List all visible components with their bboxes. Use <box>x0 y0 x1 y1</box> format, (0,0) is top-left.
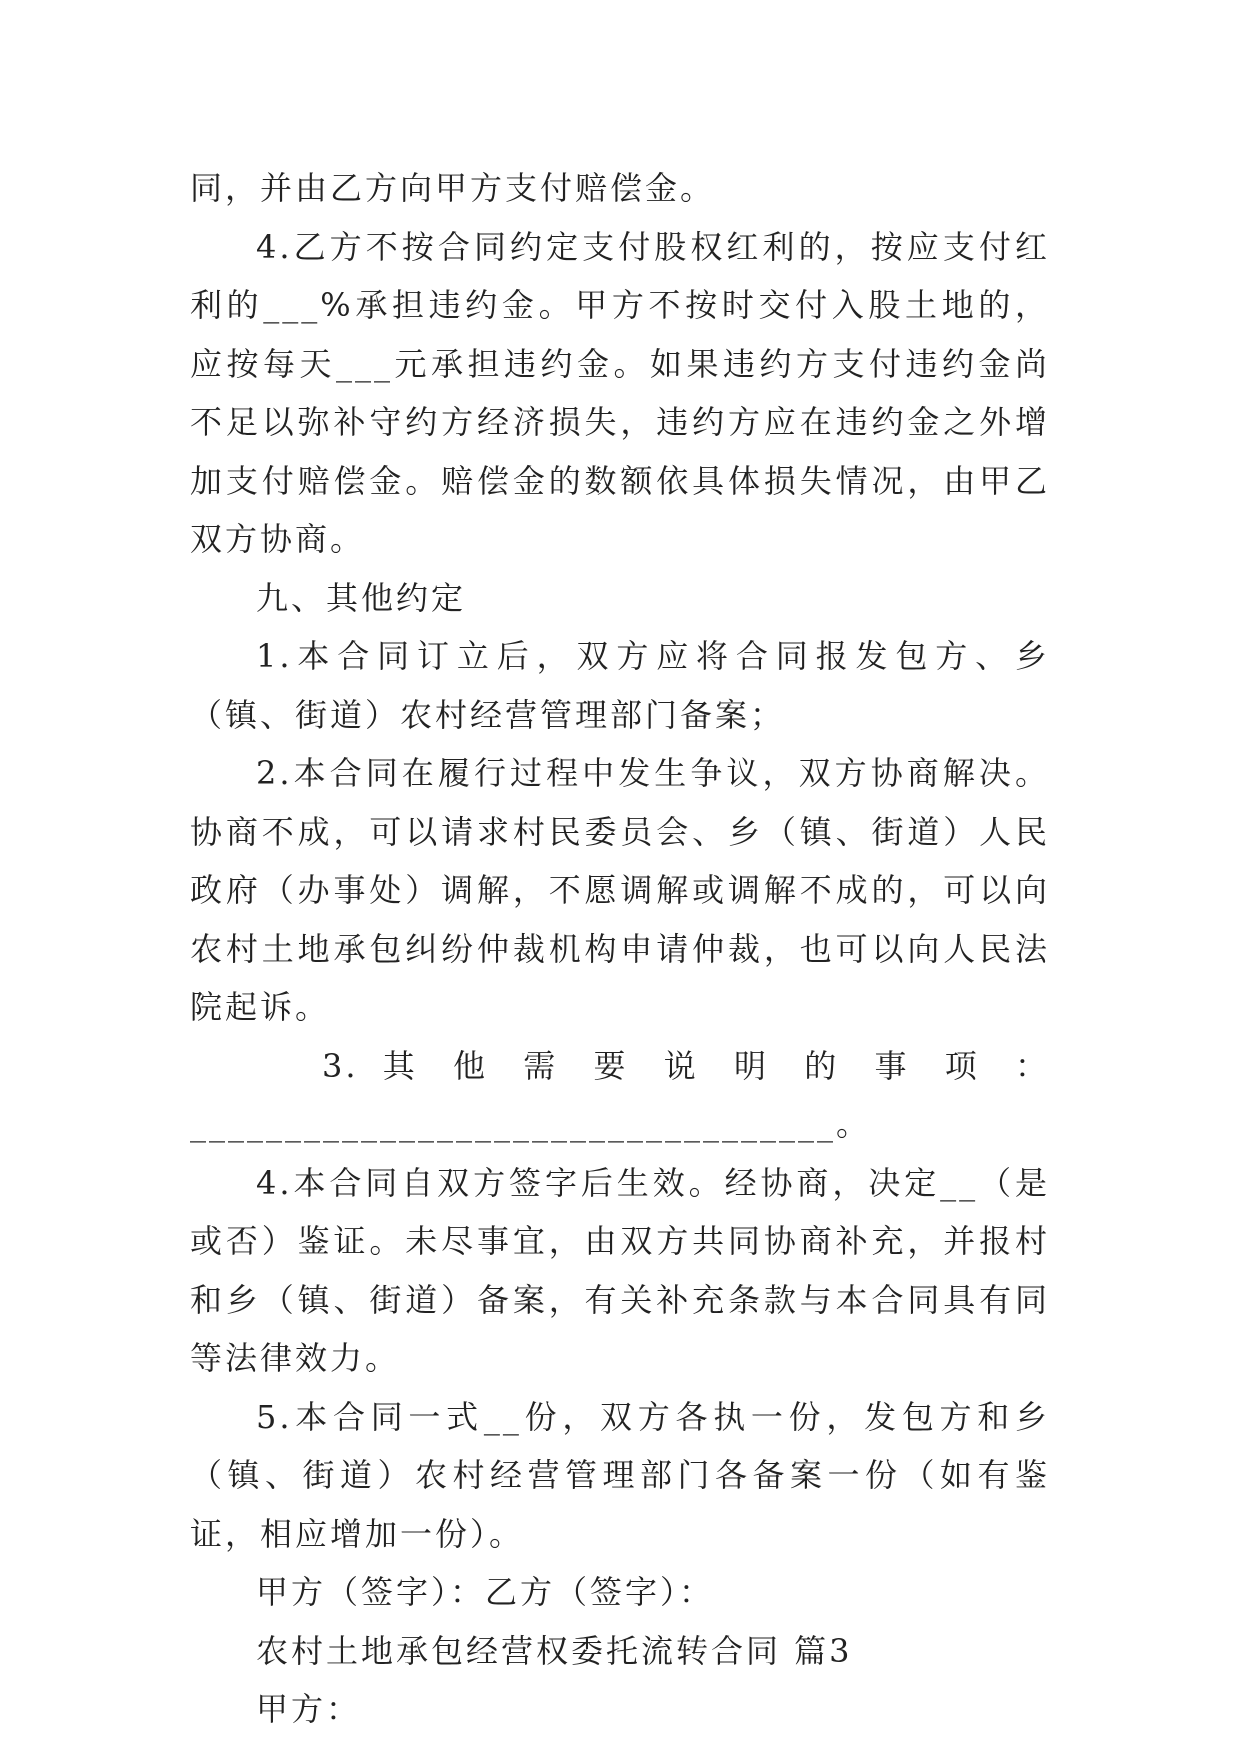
paragraph-copies: 5.本合同一式__份，双方各执一份，发包方和乡（镇、街道）农村经营管理部门各备案一份（如有鉴证，相应增加一份）。 <box>190 1397 1050 1553</box>
paragraph-other-matters-blank: __________________________________。 <box>190 1105 872 1143</box>
paragraph-compensation-end: 同，并由乙方向甲方支付赔偿金。 <box>190 169 716 207</box>
paragraph-other-matters-label: 3. 其 他 需 要 说 明 的 事 项 ： <box>322 1046 1050 1085</box>
paragraph-penalty-terms: 4.乙方不按合同约定支付股权红利的，按应支付红利的___%承担违约金。甲方不按时交付入股土地的，应按每天___元承担违约金。如果违约方支付违约金尚不足以弥补守约方经济损失，违约方应在违约金之外增加支付赔偿金。赔偿金的数额依具体损失情况，由甲乙双方协商。 <box>190 227 1050 558</box>
section-heading-other-agreements: 九、其他约定 <box>256 578 467 617</box>
paragraph-dispute-resolution: 2.本合同在履行过程中发生争议，双方协商解决。协商不成，可以请求村民委员会、乡（镇、街道）人民政府（办事处）调解，不愿调解或调解不成的，可以向农村土地承包纠纷仲裁机构申请仲裁，也可以向人民法院起诉。 <box>190 754 1050 1026</box>
party-a-label: 甲方： <box>256 1690 362 1728</box>
paragraph-filing: 1.本合同订立后，双方应将合同报发包方、乡（镇、街道）农村经营管理部门备案； <box>190 637 1050 734</box>
contract-text <box>190 159 1050 1739</box>
contract-title-part-3: 农村土地承包经营权委托流转合同 篇3 <box>256 1631 853 1670</box>
paragraph-effectiveness: 4.本合同自双方签字后生效。经协商，决定__（是或否）鉴证。未尽事宜，由双方共同协商补充，并报村和乡（镇、街道）备案，有关补充条款与本合同具有同等法律效力。 <box>190 1163 1050 1377</box>
signature-line: 甲方（签字）：乙方（签字）： <box>256 1573 715 1611</box>
